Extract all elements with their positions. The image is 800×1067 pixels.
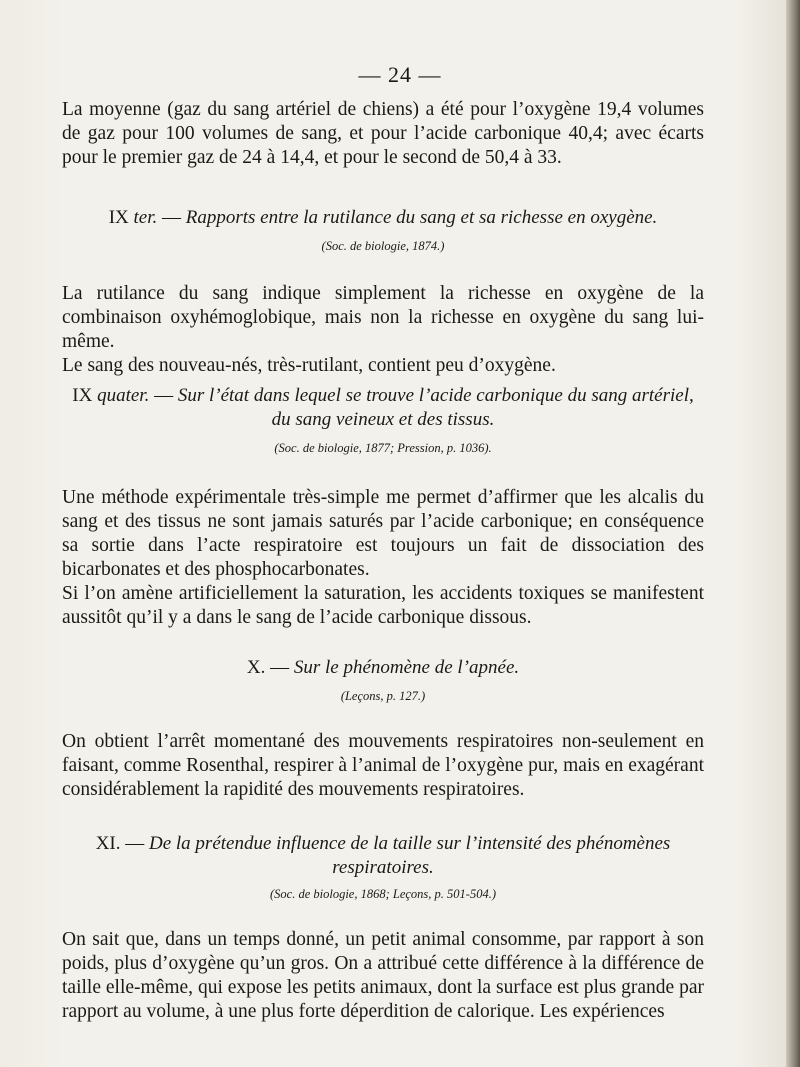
paragraph-animal-size: On sait que, dans un temps donné, un petit animal consomme, par rapport à son poids, plus d’oxygène qu’un gros. On a attribué cette différence à la différence de taille elle-même, qui expose les petits animaux, dont la surface est plus grande par rapport au volume, à une plus forte déperdition de calorique. Les expériences	[62, 929, 704, 1022]
heading-number: IX	[72, 385, 98, 406]
heading-title: Sur l’état dans lequel se trouve l’acide carbonique du sang artériel, du sang veineux et des tissus.	[177, 385, 694, 430]
source-citation: (Soc. de biologie, 1877; Pression, p. 1036).	[274, 441, 492, 455]
heading-title: Sur le phénomène de l’apnée.	[293, 657, 520, 678]
heading-dash: —	[157, 207, 186, 228]
section-heading-ix-ter	[62, 206, 704, 230]
section-heading-ix-quater	[62, 384, 704, 432]
heading-suffix: quater.	[97, 385, 150, 406]
source-citation: (Leçons, p. 127.)	[340, 689, 426, 703]
source-citation: (Soc. de biologie, 1874.)	[321, 239, 445, 253]
source-citation: (Soc. de biologie, 1868; Leçons, p. 501-504.)	[269, 887, 496, 901]
heading-title: De la prétendue influence de la taille sur l’intensité des phénomènes respiratoires.	[149, 833, 671, 878]
heading-number: X. —	[246, 657, 294, 678]
heading-suffix: ter.	[133, 207, 158, 228]
paragraph-toxic-accidents: Si l’on amène artificiellement la saturation, les accidents toxiques se manifestent aussitôt qu’il y a dans le sang de l’acide carbonique dissous.	[62, 583, 704, 628]
paragraph-apnea: On obtient l’arrêt momentané des mouvements respiratoires non-seulement en faisant, comme Rosenthal, respirer à l’animal de l’oxygène pur, mais en exagérant considérablement la rapidité des mouvements respiratoires.	[62, 731, 704, 800]
paragraph-alkali-method: Une méthode expérimentale très-simple me permet d’affirmer que les alcalis du sang et des tissus ne sont jamais saturés par l’acide carbonique; en conséquence sa sortie dans l’acte respiratoire est toujours un fait de dissociation des bicarbonates et des phosphocarbonates.	[62, 487, 704, 580]
paragraph-rutilance: La rutilance du sang indique simplement la richesse en oxygène de la combinaison oxyhémoglobique, mais non la richesse en oxygène du sang lui-même.	[62, 283, 704, 352]
heading-number: IX	[108, 207, 134, 228]
heading-dash: —	[149, 385, 178, 406]
heading-number: XI. —	[95, 833, 149, 854]
section-heading-xi	[62, 832, 704, 880]
heading-title: Rapports entre la rutilance du sang et sa richesse en oxygène.	[185, 207, 658, 228]
page-number: — 24 —	[358, 62, 442, 87]
section-heading-x	[62, 656, 704, 680]
page-binding-edge	[786, 0, 800, 1067]
paragraph-newborn-blood: Le sang des nouveau-nés, très-rutilant, contient peu d’oxygène.	[62, 355, 556, 376]
paragraph-blood-gas-averages: La moyenne (gaz du sang artériel de chiens) a été pour l’oxygène 19,4 volumes de gaz pour 100 volumes de sang, et pour l’acide carbonique 40,4; avec écarts pour le premier gaz de 24 à 14,4, et pour le second de 50,4 à 33.	[62, 99, 704, 168]
